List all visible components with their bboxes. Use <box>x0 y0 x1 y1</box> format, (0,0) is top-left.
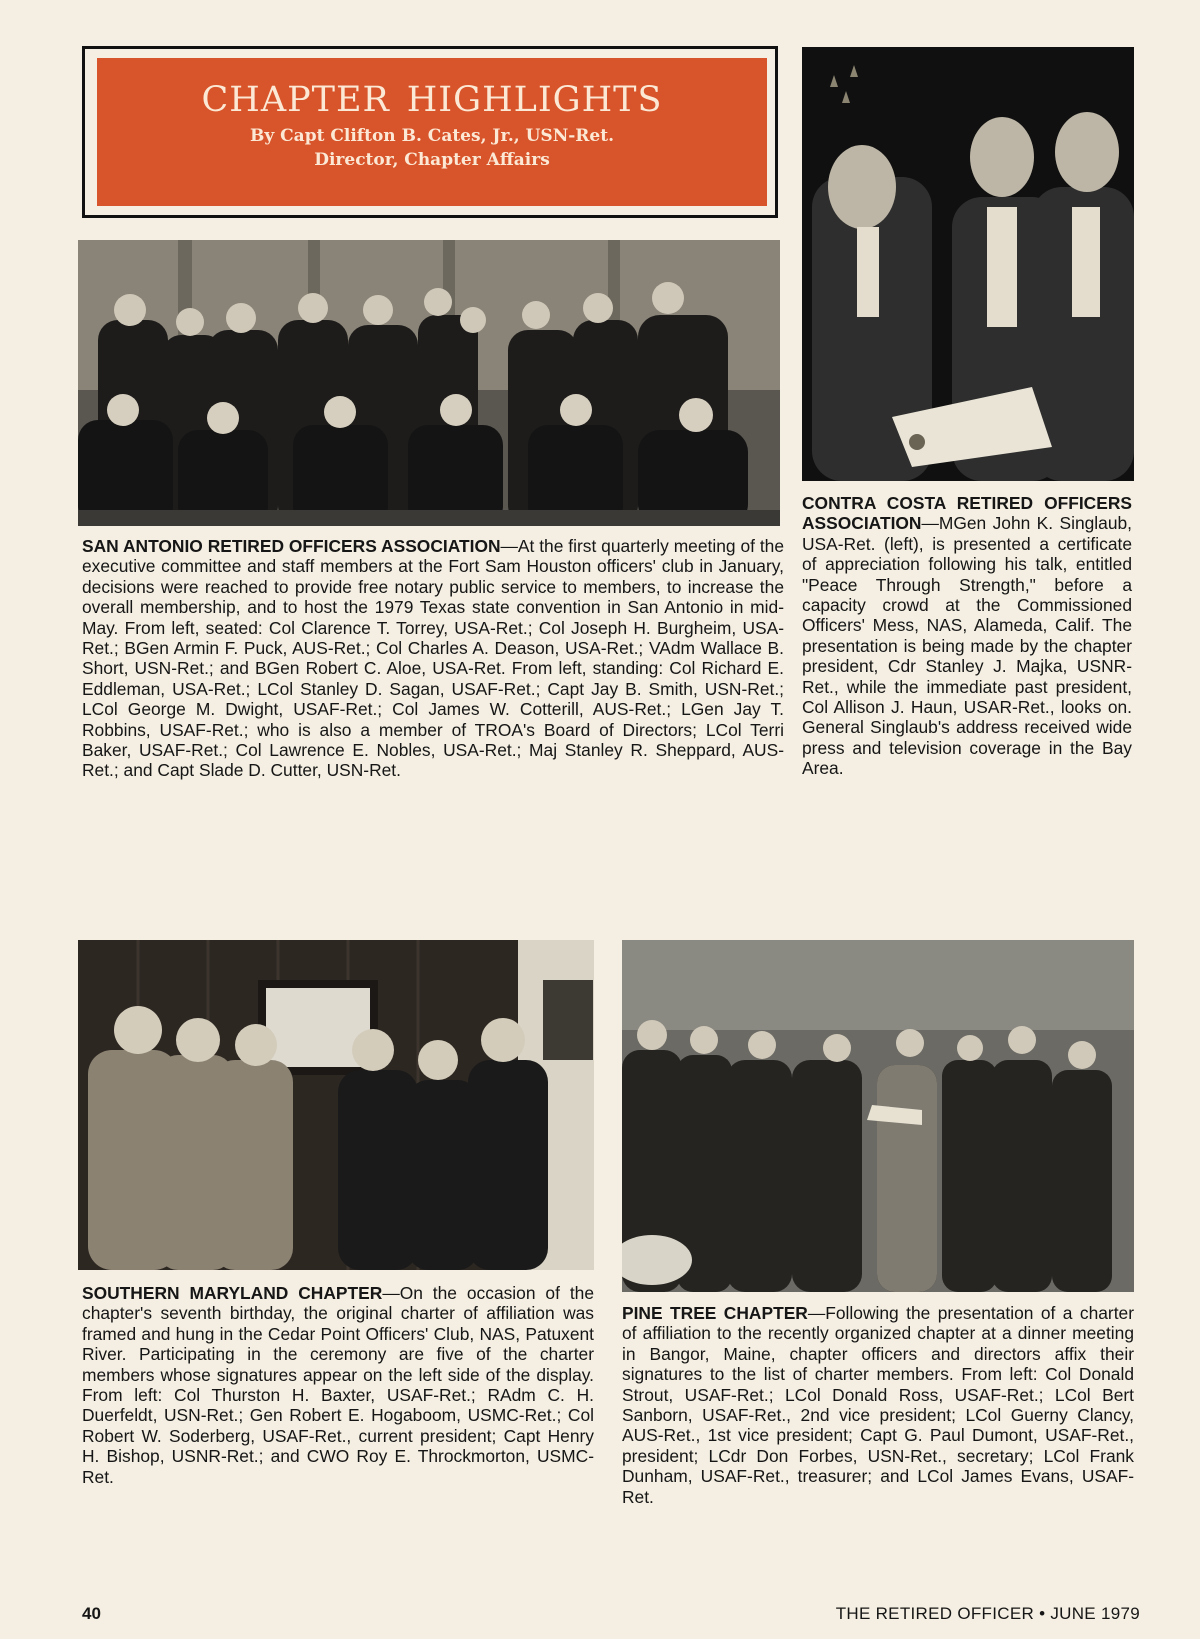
photo-southern-maryland <box>78 940 594 1270</box>
page-title: chapter highlights <box>201 65 663 123</box>
publication-line: THE RETIRED OFFICER • JUNE 1979 <box>835 1604 1140 1623</box>
heading-southern-maryland: SOUTHERN MARYLAND CHAPTER <box>82 1283 383 1303</box>
body-san-antonio: —At the first quarterly meeting of the executive committee and staff members at the Fort Sam Houston officers' club in January, decisions were reached to provide free notary public service to members, to increase the overall membership, and to host the 1979 Texas state convention in San Antonio in mid-May. From left, seated: Col Clarence T. Torrey, USA-Ret.; Col Joseph H. Burgheim, USA-Ret.; BGen Armin F. Puck, AUS-Ret.; Col Charles A. Deason, USA-Ret.; VAdm Wallace B. Short, USN-Ret.; and BGen Robert C. Aloe, USA-Ret. From left, standing: Col Richard E. Eddleman, USA-Ret.; LCol Stanley D. Sagan, USAF-Ret.; Capt Jay B. Smith, USN-Ret.; LCol George M. Dwight, USAF-Ret.; Col James W. Cotterill, AUS-Ret.; LGen Jay T. Robbins, USAF-Ret.; who is also a member of TROA's Board of Directors; LCol Terri Baker, USAF-Ret.; Col Lawrence E. Nobles, USA-Ret.; Maj Stanley R. Sheppard, AUS-Ret.; and Capt Slade D. Cutter, USN-Ret. <box>82 536 784 781</box>
photo-san-antonio <box>78 240 780 526</box>
caption-contra-costa <box>802 493 1132 779</box>
heading-pine-tree: PINE TREE CHAPTER <box>622 1303 808 1323</box>
body-southern-maryland: —On the occasion of the chapter's seventh birthday, the original charter of affiliation was framed and hung in the Cedar Point Officers' Club, NAS, Patuxent River. Participating in the ceremony are five of the charter members whose signatures appear on the left side of the display. From left: Col Thurston H. Baxter, USAF-Ret.; RAdm C. H. Duerfeldt, USN-Ret.; Gen Robert E. Hogaboom, USMC-Ret.; Col Robert W. Soderberg, USAF-Ret., current president; Capt Henry H. Bishop, USNR-Ret.; and CWO Roy E. Throckmorton, USMC-Ret. <box>82 1283 594 1487</box>
heading-contra-costa: CONTRA COSTA RETIRED OFFICERS ASSOCIATION <box>802 493 1132 534</box>
caption-san-antonio <box>82 536 784 781</box>
photo-pine-tree <box>622 940 1134 1292</box>
header-banner <box>97 58 767 206</box>
body-contra-costa: —MGen John K. Singlaub, USA-Ret. (left), is presented a certificate of appreciation following his talk, entitled "Peace Through Strength," before a capacity crowd at the Commissioned Officers' Mess, NAS, Alameda, Calif. The presentation is being made by the chapter president, Cdr Stanley J. Majka, USNR-Ret., while the immediate past president, Col Allison J. Haun, USAR-Ret., looks on. General Singlaub's address received wide press and television coverage in the Bay Area. <box>802 513 1132 779</box>
byline: By Capt Clifton B. Cates, Jr., USN-Ret. <box>249 125 615 146</box>
page-number: 40 <box>82 1604 101 1623</box>
caption-pine-tree <box>622 1303 1134 1507</box>
photo-contra-costa <box>802 47 1134 481</box>
body-pine-tree: —Following the presentation of a charter of affiliation to the recently organized chapter at a dinner meeting in Bangor, Maine, chapter officers and directors affix their signatures to the list of charter members. From left: Col Donald Strout, USAF-Ret.; LCol Donald Ross, USAF-Ret.; LCol Bert Sanborn, USAF-Ret., 2nd vice president; LCol Guerny Clancy, AUS-Ret., 1st vice president; Capt G. Paul Dumont, USAF-Ret., president; LCdr Don Forbes, USN-Ret., secretary; LCol Frank Dunham, USAF-Ret., treasurer; and LCol James Evans, USAF-Ret. <box>622 1303 1135 1507</box>
heading-san-antonio: SAN ANTONIO RETIRED OFFICERS ASSOCIATION <box>82 536 501 556</box>
byline-role: Director, Chapter Affairs <box>314 150 550 171</box>
caption-southern-maryland <box>82 1283 594 1487</box>
